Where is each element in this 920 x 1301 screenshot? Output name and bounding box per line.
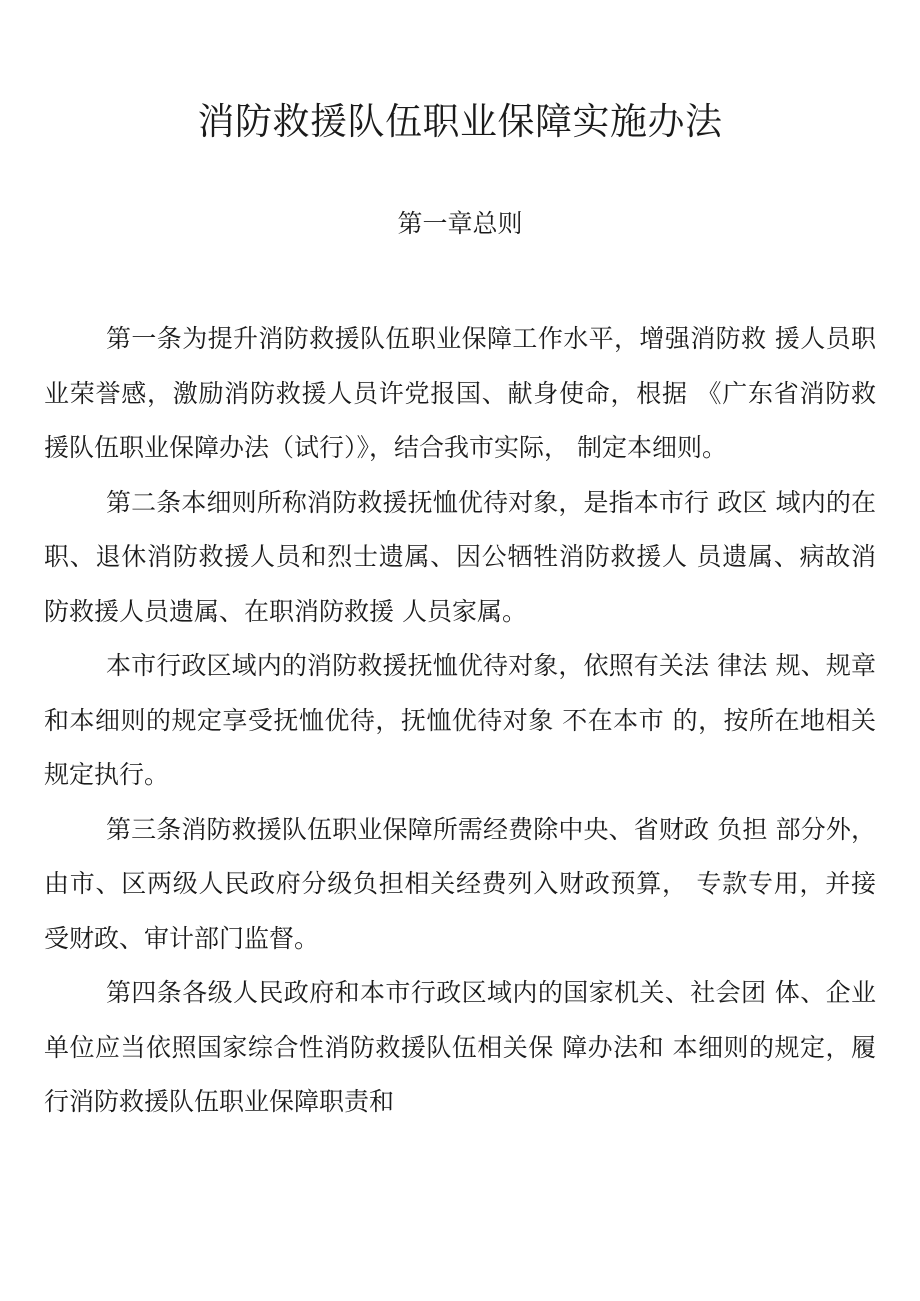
paragraph-article-1: 第一条为提升消防救援队伍职业保障工作水平，增强消防救 援人员职业荣誉感，激励消防救援人员许党报国、献身使命，根据 《广东省消防救援队伍职业保障办法（试行）》，结合我市实际， 制定本细则。	[44, 324, 876, 462]
document-title: 消防救援队伍职业保障实施办法	[197, 100, 723, 143]
document-body	[44, 312, 876, 1130]
chapter-heading: 第一章总则	[397, 209, 523, 238]
paragraph-article-2: 第二条本细则所称消防救援抚恤优待对象，是指本市行 政区 域内的在职、退休消防救援人员和烈士遗属、因公牺牲消防救援人 员遗属、病故消防救援人员遗属、在职消防救援 人员家属。	[44, 487, 876, 626]
paragraph-article-4: 第四条各级人民政府和本市行政区域内的国家机关、社会团 体、企业单位应当依照国家综合性消防救援队伍相关保 障办法和 本细则的规定，履行消防救援队伍职业保障职责和	[44, 978, 876, 1116]
paragraph-article-3: 第三条消防救援队伍职业保障所需经费除中央、省财政 负担 部分外，由市、区两级人民政府分级负担相关经费列入财政预算， 专款专用，并接受财政、审计部门监督。	[44, 814, 876, 953]
paragraph-article-2-continued: 本市行政区域内的消防救援抚恤优待对象，依照有关法 律法 规、规章和本细则的规定享受抚恤优待，抚恤优待对象 不在本市 的，按所在地相关规定执行。	[44, 651, 876, 789]
